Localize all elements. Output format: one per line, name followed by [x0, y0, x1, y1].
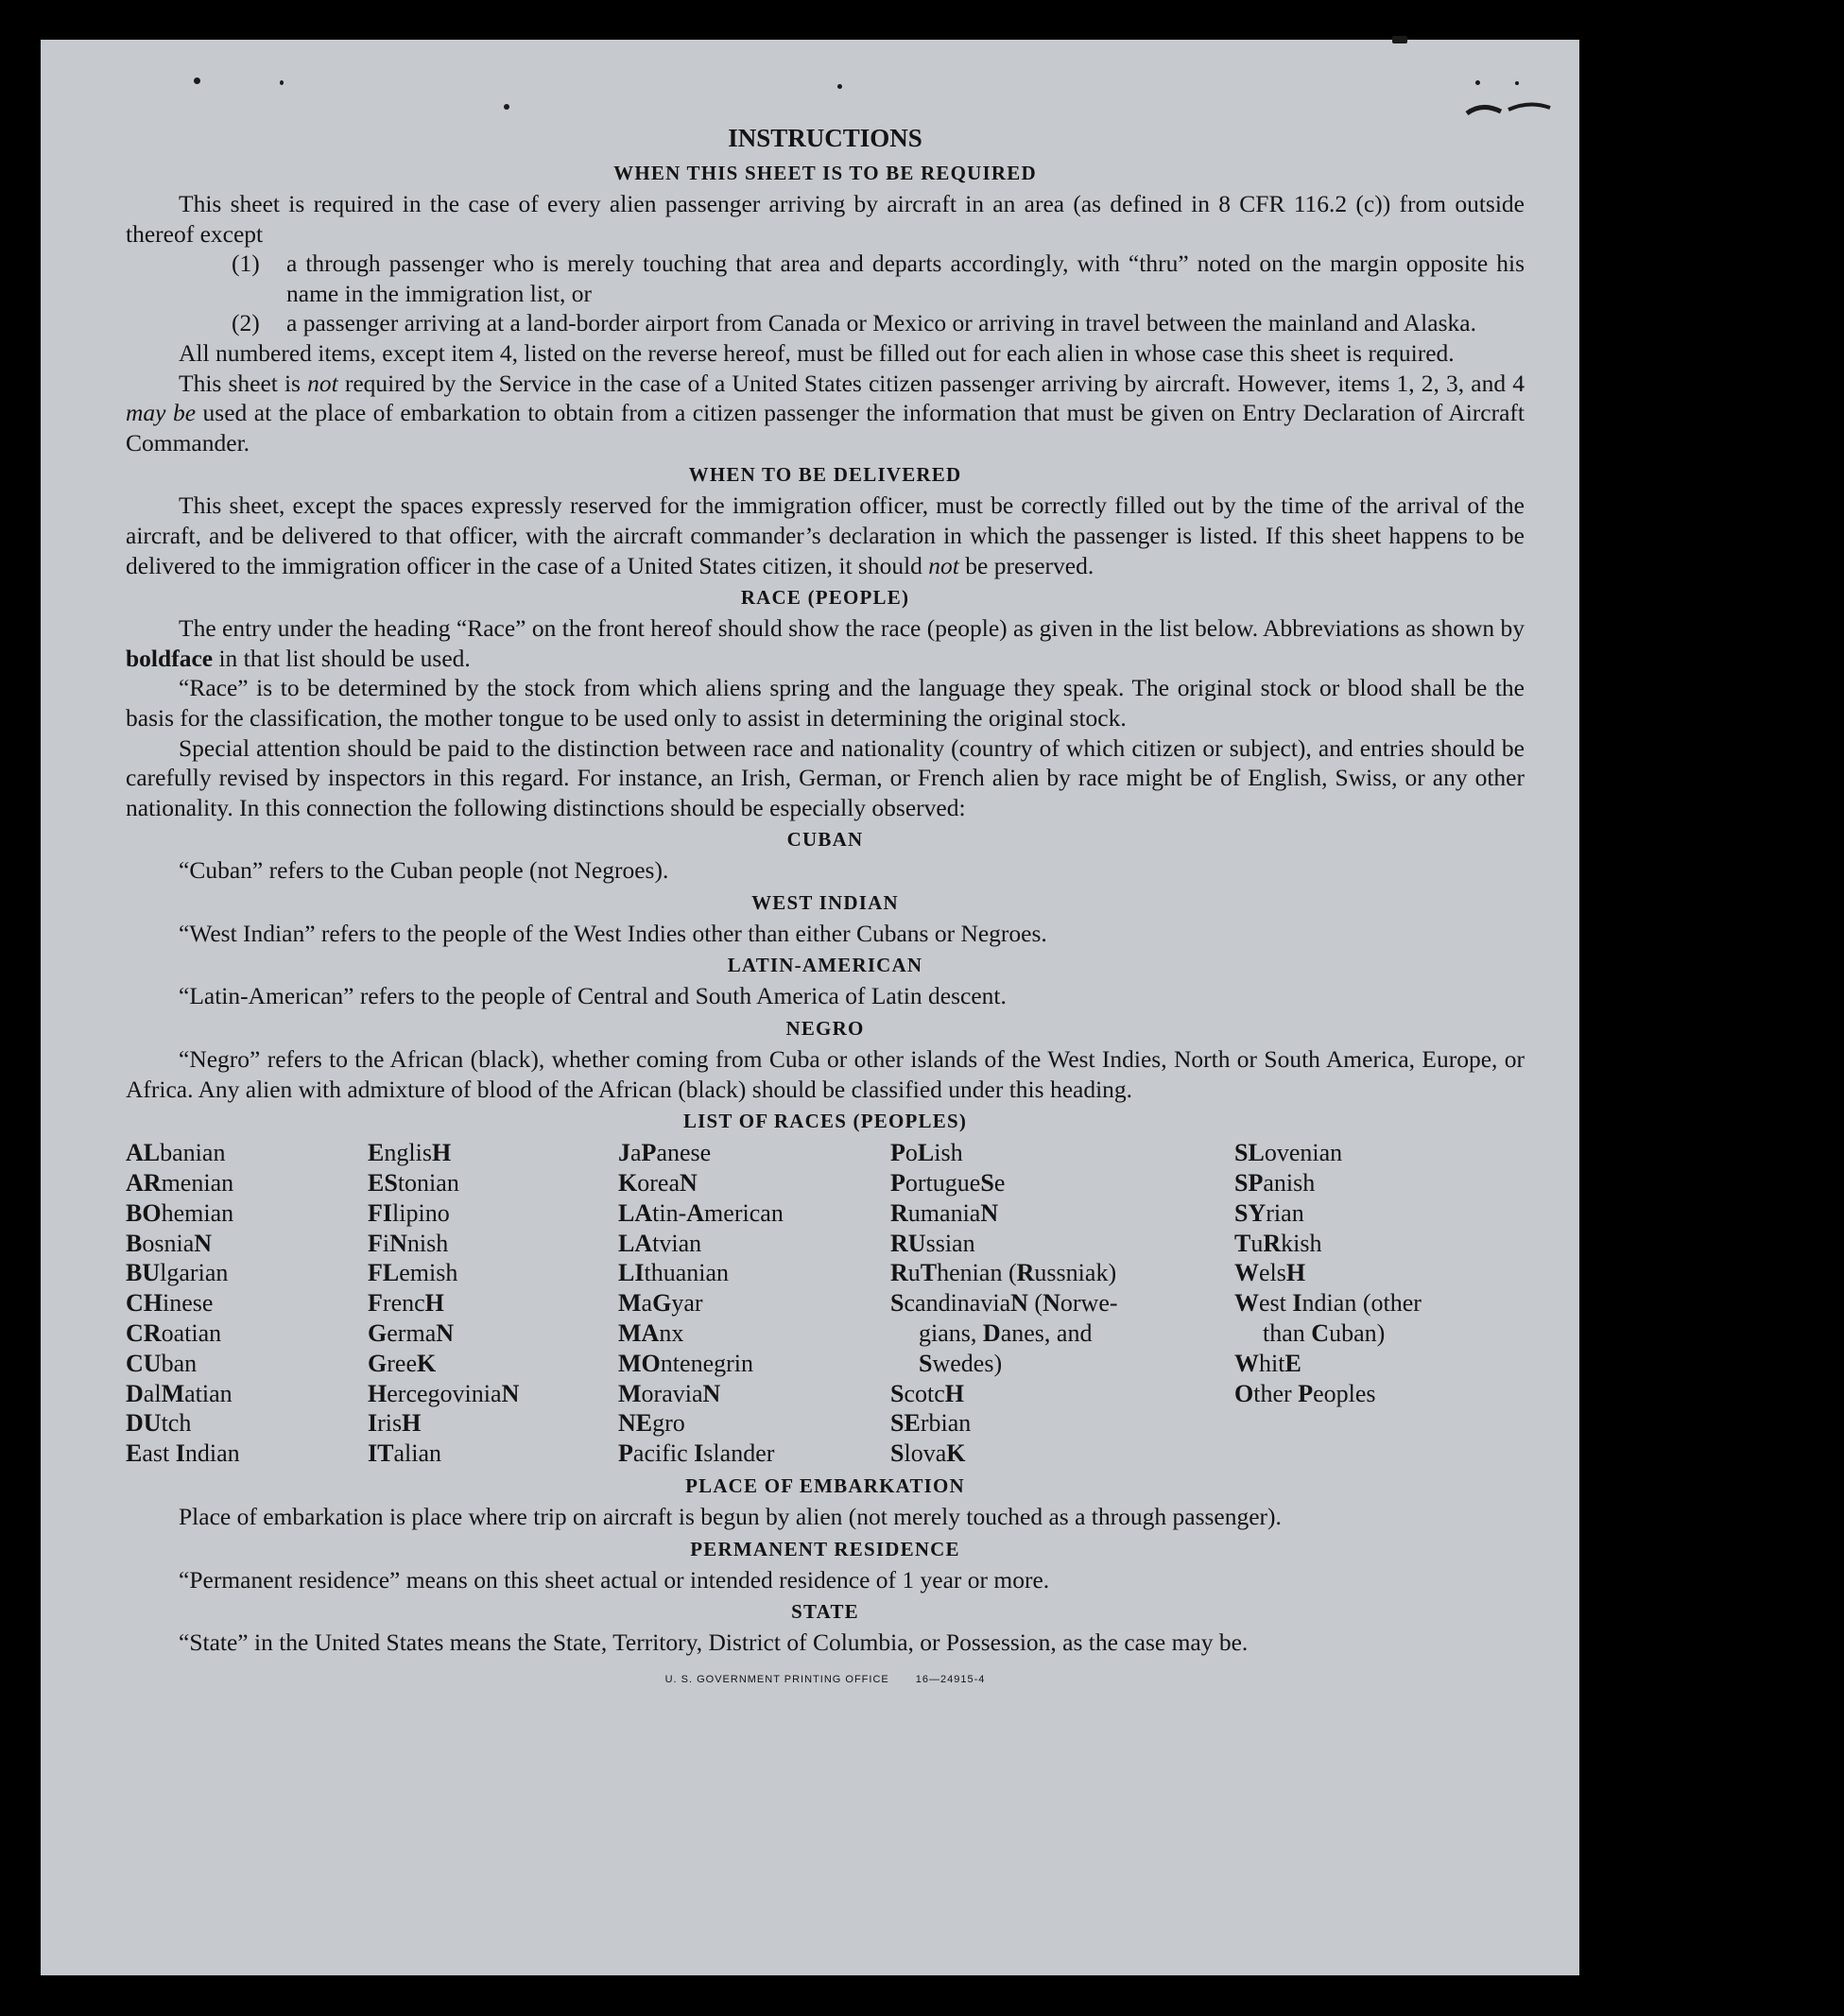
abbreviation-letter: U — [143, 1409, 162, 1438]
scan-speck — [1515, 81, 1519, 85]
abbreviation-letter: T — [377, 1439, 394, 1468]
abbreviation-letter: L — [143, 1139, 161, 1167]
abbreviation-letter: N — [1043, 1289, 1060, 1318]
paragraph-negro: “Negro” refers to the African (black), whether coming from Cuba or other islands of the West Indies, North or South America, Europe, or Africa. Any alien with admixture of blood of the African (black) should be classified under this heading. — [126, 1045, 1525, 1103]
abbreviation-letter: L — [618, 1229, 635, 1257]
scan-speck — [194, 78, 200, 84]
races-list — [126, 1138, 1525, 1469]
printer-footer — [126, 1665, 1525, 1696]
race-entry: ScandinaviaN (Norwe- — [890, 1289, 1118, 1318]
abbreviation-letter: N — [618, 1409, 636, 1438]
exception-text: a passenger arriving at a land-border airport from Canada or Mexico or arriving in travel between the mainland and Alaska. — [286, 309, 1476, 337]
race-entry: FIlipino — [368, 1198, 450, 1227]
race-entry: KoreaN — [618, 1169, 698, 1198]
abbreviation-letter: T — [920, 1259, 938, 1287]
race-entry: LAtvian — [618, 1229, 702, 1257]
abbreviation-letter: W — [1234, 1259, 1259, 1287]
race-entry: SYrian — [1234, 1198, 1304, 1227]
italic-text: not — [307, 369, 338, 397]
abbreviation-letter: N — [702, 1379, 721, 1407]
race-entry: SlovaK — [890, 1439, 966, 1468]
race-entry: FLemish — [368, 1259, 458, 1287]
race-entry: EStonian — [368, 1169, 459, 1198]
scan-speck — [504, 104, 509, 110]
races-column — [890, 1138, 1234, 1469]
abbreviation-letter: B — [126, 1259, 143, 1287]
race-entry: TuRkish — [1234, 1229, 1322, 1257]
race-entry: JaPanese — [618, 1139, 712, 1167]
abbreviation-letter: I — [368, 1439, 378, 1468]
race-entry: WelsH — [1234, 1259, 1306, 1287]
race-entry: MOntenegrin — [618, 1349, 754, 1377]
abbreviation-letter: I — [368, 1409, 378, 1438]
abbreviation-letter: A — [641, 1319, 660, 1348]
abbreviation-letter: C — [126, 1349, 144, 1377]
abbreviation-letter: F — [368, 1198, 383, 1227]
abbreviation-letter: W — [1234, 1289, 1259, 1318]
race-entry: PortugueSe — [890, 1169, 1006, 1198]
abbreviation-letter: R — [890, 1259, 908, 1287]
abbreviation-letter: I — [634, 1259, 645, 1287]
abbreviation-letter: N — [389, 1229, 407, 1257]
scan-mark — [1463, 95, 1586, 123]
race-entry: HercegoviniaN — [368, 1379, 520, 1407]
abbreviation-letter: I — [382, 1198, 393, 1227]
abbreviation-letter: S — [919, 1349, 933, 1377]
document-title: INSTRUCTIONS — [728, 124, 922, 152]
abbreviation-letter: R — [143, 1319, 162, 1348]
paragraph-numbered-items: All numbered items, except item 4, listed on the reverse hereof, must be filled out for each alien in whose case this sheet is required. — [179, 338, 1455, 367]
abbreviation-letter: M — [618, 1379, 642, 1407]
abbreviation-letter: D — [126, 1379, 144, 1407]
abbreviation-letter: R — [890, 1198, 908, 1227]
paragraph-permanent-residence: “Permanent residence” means on this sheet actual or intended residence of 1 year or more. — [179, 1565, 1050, 1594]
bold-text: boldface — [126, 644, 214, 672]
italic-text: may be — [126, 399, 197, 427]
race-entry: GermaN — [368, 1319, 455, 1348]
race-entry: WhitE — [1234, 1349, 1301, 1377]
race-entry: BOhemian — [126, 1198, 234, 1227]
races-column — [126, 1138, 368, 1469]
text-span: used at the place of embarkation to obtain from a citizen passenger the information that must be given on Entry Declaration of Aircraft Commander. — [126, 399, 1525, 457]
race-entry: gians, Danes, and — [919, 1319, 1093, 1348]
paragraph-when-delivered — [126, 491, 1525, 580]
abbreviation-letter: O — [641, 1349, 661, 1377]
paragraph-citizen-passenger — [126, 369, 1525, 458]
abbreviation-letter: T — [1234, 1229, 1251, 1257]
race-entry: PoLish — [890, 1139, 963, 1167]
paragraph-latin-american: “Latin-American” refers to the people of Central and South America of Latin descent. — [179, 982, 1007, 1010]
abbreviation-letter: L — [1248, 1139, 1265, 1167]
text-span: in that list should be used. — [213, 644, 471, 672]
race-entry: CHinese — [126, 1289, 214, 1318]
abbreviation-letter: K — [618, 1169, 638, 1198]
exception-number: (2) — [232, 309, 260, 337]
abbreviation-letter: P — [641, 1139, 657, 1167]
abbreviation-letter: R — [1263, 1229, 1282, 1257]
race-entry: West Indian (other — [1234, 1289, 1422, 1318]
race-entry: SErbian — [890, 1409, 972, 1438]
race-entry: FrencH — [368, 1289, 444, 1318]
race-entry: LAtin-American — [618, 1198, 784, 1227]
abbreviation-letter: O — [1234, 1379, 1254, 1407]
race-entry: MoraviaN — [618, 1379, 721, 1407]
abbreviation-letter: G — [368, 1349, 388, 1377]
abbreviation-letter: C — [126, 1319, 144, 1348]
abbreviation-letter: K — [946, 1439, 966, 1468]
abbreviation-letter: P — [890, 1169, 905, 1198]
paragraph-cuban: “Cuban” refers to the Cuban people (not Negroes). — [179, 856, 669, 885]
races-column — [1234, 1138, 1490, 1469]
abbreviation-letter: I — [175, 1439, 185, 1468]
abbreviation-letter: E — [904, 1409, 921, 1438]
abbreviation-letter: D — [982, 1319, 1001, 1348]
abbreviation-letter: M — [618, 1349, 642, 1377]
race-entry: CRoatian — [126, 1319, 222, 1348]
heading-when-required: WHEN THIS SHEET IS TO BE REQUIRED — [613, 162, 1037, 184]
abbreviation-letter: N — [980, 1198, 999, 1227]
abbreviation-letter: F — [368, 1229, 383, 1257]
paragraph-state: “State” in the United States means the State, Territory, District of Columbia, or Possession, as the case may be. — [179, 1628, 1249, 1657]
race-entry: Pacific Islander — [618, 1439, 775, 1468]
abbreviation-letter: N — [680, 1169, 698, 1198]
abbreviation-letter: S — [1234, 1198, 1249, 1227]
abbreviation-letter: S — [1234, 1139, 1249, 1167]
text-span: The entry under the heading “Race” on the front hereof should show the race (people) as given in the list below. Abbreviations as shown by — [179, 614, 1525, 643]
abbreviation-letter: A — [686, 1198, 705, 1227]
abbreviation-letter: P — [1298, 1379, 1314, 1407]
race-entry: GreeK — [368, 1349, 437, 1377]
abbreviation-letter: S — [890, 1409, 905, 1438]
abbreviation-letter: S — [384, 1169, 398, 1198]
abbreviation-letter: I — [1292, 1289, 1302, 1318]
race-entry: SPanish — [1234, 1169, 1316, 1198]
abbreviation-letter: R — [143, 1169, 162, 1198]
races-column — [618, 1138, 890, 1469]
race-entry: LIthuanian — [618, 1259, 730, 1287]
text-span: This sheet is — [179, 369, 308, 397]
abbreviation-letter: B — [126, 1198, 143, 1227]
abbreviation-letter: S — [980, 1169, 994, 1198]
abbreviation-letter: H — [1285, 1259, 1306, 1287]
abbreviation-letter: O — [142, 1198, 162, 1227]
race-entry: BosniaN — [126, 1229, 213, 1257]
abbreviation-letter: A — [634, 1229, 653, 1257]
abbreviation-letter: S — [890, 1379, 905, 1407]
paragraph-race-entry — [126, 613, 1525, 673]
abbreviation-letter: K — [417, 1349, 437, 1377]
abbreviation-letter: M — [618, 1289, 642, 1318]
text-span: required by the Service in the case of a United States citizen passenger arriving by aircraft. However, items 1, 2, 3, and 4 — [337, 369, 1525, 397]
scan-speck — [1392, 36, 1407, 43]
abbreviation-letter: C — [1311, 1319, 1330, 1348]
abbreviation-letter: N — [1010, 1289, 1028, 1318]
abbreviation-letter: R — [890, 1229, 908, 1257]
abbreviation-letter: L — [618, 1198, 635, 1227]
exception-number: (1) — [232, 250, 260, 278]
race-entry: BUlgarian — [126, 1259, 229, 1287]
abbreviation-letter: U — [142, 1259, 161, 1287]
race-entry: DalMatian — [126, 1379, 233, 1407]
race-entry: Other Peoples — [1234, 1379, 1376, 1407]
scan-speck — [837, 84, 842, 89]
abbreviation-letter: M — [618, 1319, 642, 1348]
abbreviation-letter: P — [1248, 1169, 1264, 1198]
abbreviation-letter: J — [618, 1139, 630, 1167]
abbreviation-letter: E — [368, 1169, 385, 1198]
abbreviation-letter: N — [194, 1229, 213, 1257]
abbreviation-letter: S — [1234, 1169, 1249, 1198]
race-entry: ITalian — [368, 1439, 442, 1468]
abbreviation-letter: E — [126, 1439, 143, 1468]
printer-name: U. S. GOVERNMENT PRINTING OFFICE — [664, 1673, 889, 1685]
abbreviation-letter: L — [917, 1139, 935, 1167]
abbreviation-letter: Y — [1248, 1198, 1267, 1227]
abbreviation-letter: L — [618, 1259, 635, 1287]
scan-speck — [1475, 80, 1480, 85]
paragraph-race-nationality: Special attention should be paid to the distinction between race and nationality (country of which citizen or subject), and entries should be carefully revised by inspectors in this regard. For instance, an Irish, German, or French alien by race might be of English, Swiss, or any other nationality. In this connection the following distinctions should be especially observed: — [126, 733, 1525, 821]
race-entry: MaGyar — [618, 1289, 703, 1318]
races-column — [368, 1138, 618, 1469]
paragraph-west-indian: “West Indian” refers to the people of the West Indies other than either Cubans or Negroes. — [179, 919, 1047, 947]
abbreviation-letter: M — [161, 1379, 185, 1407]
race-entry: than Cuban) — [1263, 1319, 1386, 1348]
abbreviation-letter: L — [382, 1259, 400, 1287]
race-entry: ScotcH — [890, 1379, 965, 1407]
document-sheet — [41, 40, 1579, 1975]
paragraph-place-of-embarkation: Place of embarkation is place where trip on aircraft is begun by alien (not merely touched as a through passenger). — [179, 1503, 1282, 1531]
abbreviation-letter: S — [890, 1289, 905, 1318]
heading-cuban: CUBAN — [786, 828, 864, 852]
exception-item — [232, 308, 1525, 338]
instructions-content — [126, 120, 1525, 1695]
abbreviation-letter: U — [907, 1229, 926, 1257]
abbreviation-letter: G — [652, 1289, 672, 1318]
exception-item — [232, 249, 1525, 308]
race-entry: DUtch — [126, 1409, 192, 1438]
heading-race: RACE (PEOPLE) — [740, 586, 910, 610]
abbreviation-letter: F — [368, 1259, 383, 1287]
abbreviation-letter: W — [1234, 1349, 1259, 1377]
heading-when-delivered: WHEN TO BE DELIVERED — [688, 463, 962, 487]
abbreviation-letter: H — [431, 1139, 452, 1167]
text-span: be preserved. — [958, 551, 1094, 579]
race-entry: ARmenian — [126, 1169, 234, 1198]
race-entry: NEgro — [618, 1409, 685, 1438]
race-entry: FiNnish — [368, 1229, 449, 1257]
abbreviation-letter: H — [402, 1409, 422, 1438]
abbreviation-letter: A — [126, 1169, 144, 1198]
race-entry: MAnx — [618, 1319, 684, 1348]
abbreviation-letter: B — [126, 1229, 143, 1257]
abbreviation-letter: A — [126, 1139, 144, 1167]
abbreviation-letter: H — [944, 1379, 965, 1407]
heading-permanent-residence: PERMANENT RESIDENCE — [690, 1537, 960, 1560]
abbreviation-letter: N — [436, 1319, 455, 1348]
abbreviation-letter: S — [890, 1439, 905, 1468]
race-entry: IrisH — [368, 1409, 422, 1438]
race-entry: Swedes) — [919, 1349, 1003, 1377]
abbreviation-letter: E — [368, 1139, 385, 1167]
abbreviation-letter: P — [890, 1139, 905, 1167]
abbreviation-letter: I — [694, 1439, 704, 1468]
abbreviation-letter: H — [424, 1289, 444, 1318]
race-entry: CUban — [126, 1349, 198, 1377]
abbreviation-letter: F — [368, 1289, 383, 1318]
abbreviation-letter: G — [368, 1319, 388, 1348]
abbreviation-letter: E — [635, 1409, 653, 1438]
abbreviation-letter: N — [501, 1379, 520, 1407]
scan-speck — [280, 80, 284, 85]
race-entry: East Indian — [126, 1439, 240, 1468]
abbreviation-letter: E — [1284, 1349, 1301, 1377]
abbreviation-letter: P — [618, 1439, 633, 1468]
race-entry: RuThenian (Russniak) — [890, 1259, 1117, 1287]
heading-west-indian: WEST INDIAN — [751, 890, 899, 914]
exception-text: a through passenger who is merely touching that area and departs accordingly, with “thru” noted on the margin opposite his name in the immigration list, or — [286, 250, 1525, 307]
form-number: 16—24915-4 — [915, 1673, 986, 1685]
abbreviation-letter: U — [143, 1349, 162, 1377]
italic-text: not — [928, 551, 959, 579]
heading-state: STATE — [791, 1600, 859, 1624]
text-span: This sheet, except the spaces expressly reserved for the immigration officer, must be correctly filled out by the time of the arrival of the aircraft, and be delivered to that officer, with the aircraft commander’s declaration in which the passenger is listed. If this sheet happens to be delivered to the immigration officer in the case of a United States citizen, it should — [126, 491, 1525, 579]
abbreviation-letter: H — [368, 1379, 388, 1407]
race-entry: ALbanian — [126, 1139, 226, 1167]
race-entry: RUssian — [890, 1229, 975, 1257]
heading-latin-american: LATIN-AMERICAN — [727, 954, 923, 977]
heading-place-of-embarkation: PLACE OF EMBARKATION — [685, 1474, 965, 1498]
abbreviation-letter: R — [1016, 1259, 1035, 1287]
race-entry: RumaniaN — [890, 1198, 999, 1227]
race-entry: SLovenian — [1234, 1139, 1343, 1167]
abbreviation-letter: H — [143, 1289, 164, 1318]
heading-negro: NEGRO — [785, 1017, 865, 1041]
paragraph-when-required-intro: This sheet is required in the case of every alien passenger arriving by aircraft in an area (as defined in 8 CFR 116.2 (c)) from outside thereof except — [126, 190, 1525, 248]
race-entry: EnglisH — [368, 1139, 452, 1167]
heading-list-of-races: LIST OF RACES (PEOPLES) — [682, 1110, 968, 1133]
abbreviation-letter: C — [126, 1289, 144, 1318]
paragraph-race-definition: “Race” is to be determined by the stock from which aliens spring and the language they speak. The original stock or blood shall be the basis for the classification, the mother tongue to be used only to assist in determining the original stock. — [126, 674, 1525, 732]
abbreviation-letter: D — [126, 1409, 144, 1438]
abbreviation-letter: A — [634, 1198, 653, 1227]
